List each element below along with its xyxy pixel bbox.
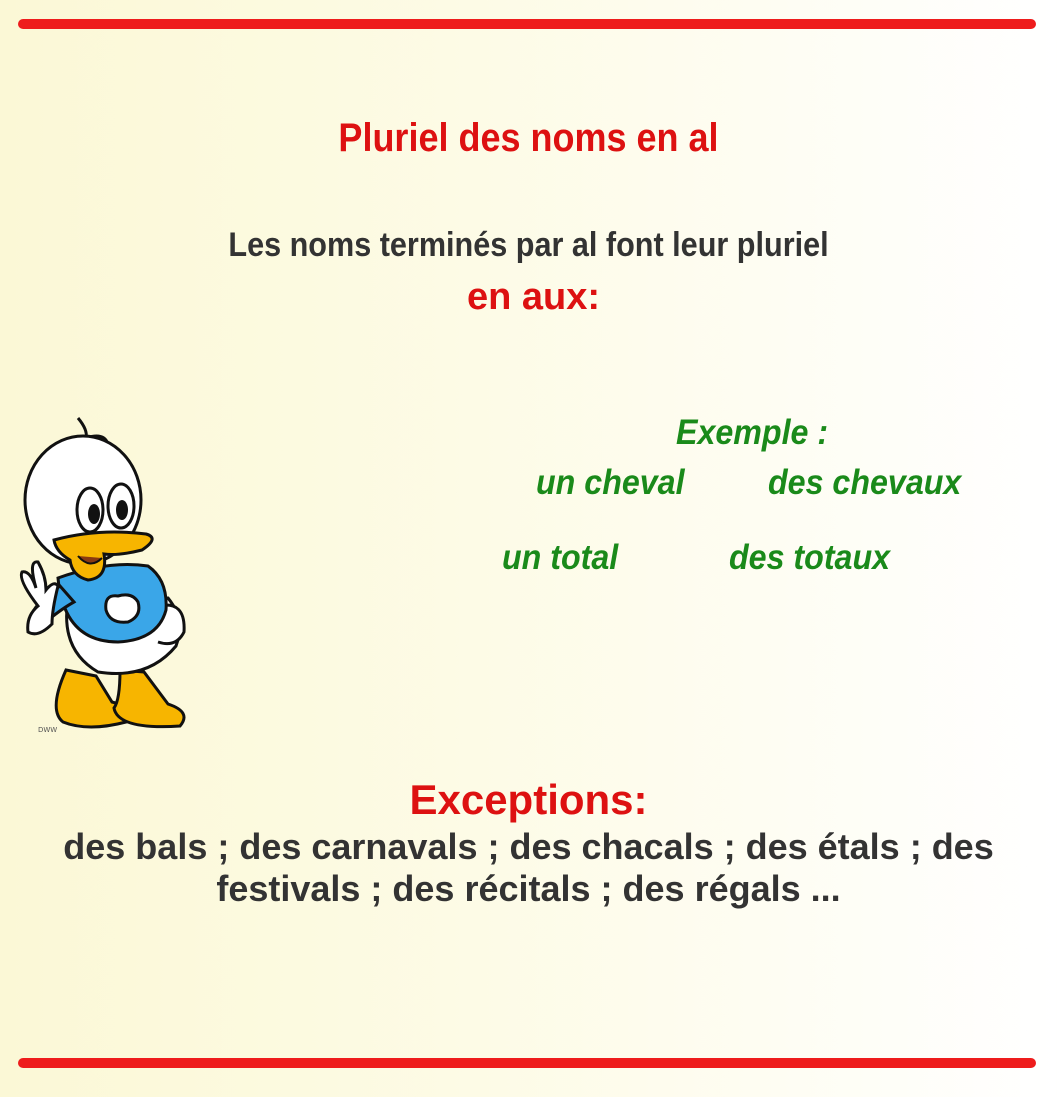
example-plural: des totaux: [729, 538, 891, 577]
example-label: Exemple :: [676, 413, 829, 452]
rule-statement: Les noms terminés par al font leur pluriel: [228, 226, 829, 264]
page-title: Pluriel des noms en al: [338, 116, 719, 160]
top-divider: [18, 19, 1036, 29]
example-singular: un cheval: [536, 463, 685, 502]
svg-text:DWW: DWW: [38, 726, 58, 734]
example-plural: des chevaux: [768, 463, 962, 502]
duckling-illustration: [8, 410, 198, 740]
bottom-divider: [18, 1058, 1036, 1068]
exceptions-title: Exceptions:: [409, 776, 648, 823]
rule-ending: en aux:: [466, 276, 601, 318]
example-singular: un total: [502, 538, 619, 577]
exceptions-list: des bals ; des carnavals ; des chacals ; des étals ; des festivals ; des récitals ; des régals ...: [63, 826, 994, 909]
